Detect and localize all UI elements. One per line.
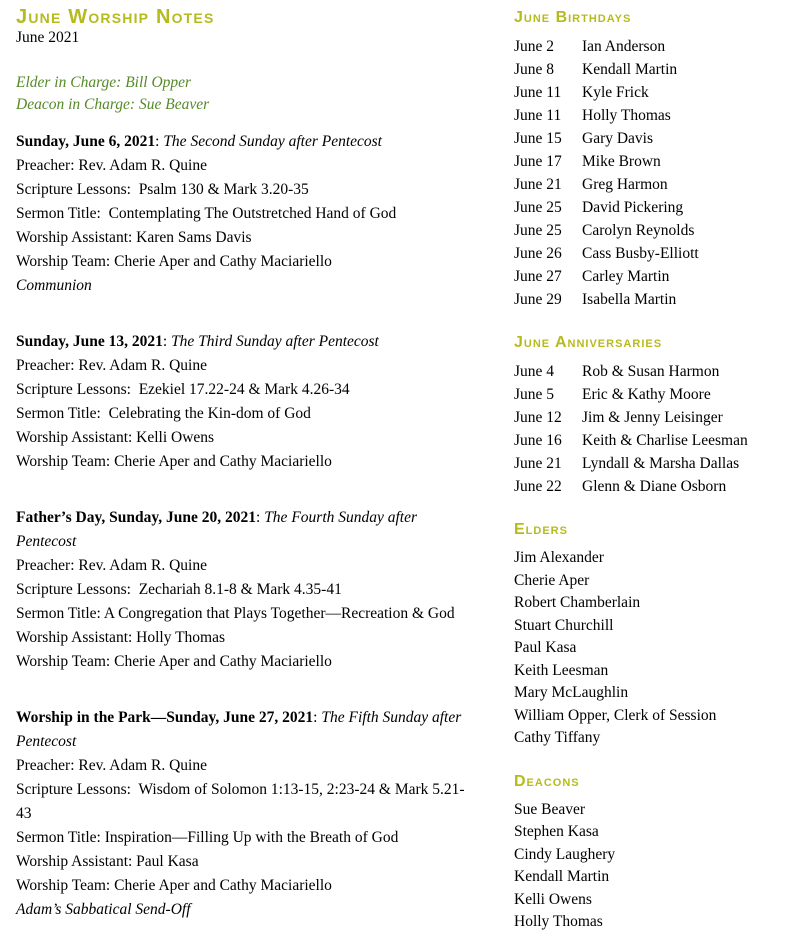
birthday-row <box>514 173 780 196</box>
birthday-name: Carley Martin <box>582 268 670 285</box>
birthday-row <box>514 150 780 173</box>
birthday-date: June 21 <box>514 176 562 193</box>
birthday-row <box>514 127 780 150</box>
birthday-row <box>514 288 780 311</box>
anniversary-name: Eric & Kathy Moore <box>582 386 711 403</box>
service-date: Worship in the Park—Sunday, June 27, 2021 <box>16 709 314 726</box>
birthdays-heading: June Birthdays <box>514 9 632 26</box>
birthday-row <box>514 104 780 127</box>
elder-name: William Opper, Clerk of Session <box>514 706 717 724</box>
anniversary-name: Lyndall & Marsha Dallas <box>582 455 740 472</box>
birthday-row <box>514 265 780 288</box>
service-detail-line: Sermon Title: Celebrating the Kin-dom of God <box>16 405 311 422</box>
birthday-name: Carolyn Reynolds <box>582 222 695 239</box>
birthdays-list <box>514 35 780 311</box>
service-heading <box>16 706 478 754</box>
anniversary-row <box>514 475 780 498</box>
service-entry <box>16 130 478 298</box>
anniversary-row <box>514 383 780 406</box>
anniversary-name: Glenn & Diane Osborn <box>582 478 727 495</box>
anniversary-date: June 21 <box>514 455 562 472</box>
birthday-name: Gary Davis <box>582 130 654 147</box>
service-detail-line: Worship Team: Cherie Aper and Cathy Maciariello <box>16 453 332 470</box>
birthday-row <box>514 196 780 219</box>
anniversary-date: June 12 <box>514 409 562 426</box>
service-detail-line: Preacher: Rev. Adam R. Quine <box>16 757 207 774</box>
elder-name: Stuart Churchill <box>514 616 614 634</box>
service-heading <box>16 130 478 154</box>
birthday-name: Isabella Martin <box>582 291 677 308</box>
service-detail-line: Preacher: Rev. Adam R. Quine <box>16 157 207 174</box>
deacon-name: Kendall Martin <box>514 868 610 885</box>
birthday-row <box>514 219 780 242</box>
anniversaries-heading: June Anniversaries <box>514 334 663 351</box>
rosters-column <box>514 6 780 948</box>
birthday-date: June 29 <box>514 291 562 308</box>
service-date: Sunday, June 13, 2021 <box>16 333 163 350</box>
service-detail-line: Scripture Lessons: Ezekiel 17.22-24 & Mark 4.26-34 <box>16 381 350 398</box>
page-title: June Worship Notes <box>16 6 215 28</box>
service-detail-line: Sermon Title: Inspiration—Filling Up with the Breath of God <box>16 829 399 846</box>
anniversary-row <box>514 406 780 429</box>
birthday-name: Holly Thomas <box>582 107 671 124</box>
service-detail-line: Worship Assistant: Karen Sams Davis <box>16 229 252 246</box>
anniversary-name: Jim & Jenny Leisinger <box>582 409 723 426</box>
elder-name: Cherie Aper <box>514 571 590 589</box>
elder-in-charge-line: Elder in Charge: Bill Opper <box>16 74 192 91</box>
service-detail-line: Worship Assistant: Holly Thomas <box>16 629 226 646</box>
birthday-name: David Pickering <box>582 199 684 216</box>
service-detail-line: Worship Team: Cherie Aper and Cathy Maciariello <box>16 253 332 270</box>
anniversaries-section <box>514 333 780 498</box>
birthday-name: Cass Busby-Elliott <box>582 245 699 262</box>
deacon-name: Sue Beaver <box>514 800 586 818</box>
worship-notes-column <box>16 6 478 948</box>
service-separator: : <box>313 709 322 726</box>
deacon-name: Kelli Owens <box>514 890 592 908</box>
anniversary-date: June 5 <box>514 386 555 403</box>
service-heading <box>16 330 478 354</box>
deacons-list <box>514 799 780 934</box>
birthday-name: Mike Brown <box>582 153 661 170</box>
anniversary-name: Keith & Charlise Leesman <box>582 432 748 449</box>
birthdays-section <box>514 8 780 311</box>
birthday-row <box>514 58 780 81</box>
anniversary-row <box>514 452 780 475</box>
birthday-date: June 17 <box>514 153 562 170</box>
birthday-name: Ian Anderson <box>582 38 666 55</box>
service-entry <box>16 506 478 674</box>
elders-list <box>514 547 780 750</box>
elders-heading: Elders <box>514 521 568 538</box>
elder-name: Keith Leesman <box>514 661 609 679</box>
service-detail-line: Worship Team: Cherie Aper and Cathy Maciariello <box>16 653 332 670</box>
service-detail-line: Worship Assistant: Paul Kasa <box>16 853 199 870</box>
birthday-date: June 25 <box>514 199 562 216</box>
service-detail-line: Worship Team: Cherie Aper and Cathy Maciariello <box>16 877 332 894</box>
elder-name: Paul Kasa <box>514 639 577 656</box>
deacons-section <box>514 772 780 934</box>
service-detail-line: Scripture Lessons: Psalm 130 & Mark 3.20-35 <box>16 181 309 198</box>
elder-name: Jim Alexander <box>514 549 604 566</box>
service-detail-line: Preacher: Rev. Adam R. Quine <box>16 557 207 574</box>
service-title: The Third Sunday after Pentecost <box>171 333 379 350</box>
birthday-row <box>514 242 780 265</box>
birthday-date: June 26 <box>514 245 562 262</box>
birthday-row <box>514 35 780 58</box>
birthday-date: June 8 <box>514 61 555 78</box>
birthday-name: Kyle Frick <box>582 84 649 101</box>
birthday-date: June 15 <box>514 130 562 147</box>
service-title: The Second Sunday after Pentecost <box>163 133 382 150</box>
service-date: Sunday, June 6, 2021 <box>16 133 156 150</box>
issue-date: June 2021 <box>16 29 80 46</box>
birthday-date: June 11 <box>514 84 562 101</box>
birthday-date: June 25 <box>514 222 562 239</box>
service-title: The Fourth Sunday after Pentecost <box>16 509 421 550</box>
service-entry <box>16 330 478 474</box>
anniversary-row <box>514 429 780 452</box>
deacon-name: Cindy Laughery <box>514 845 616 863</box>
birthday-row <box>514 81 780 104</box>
service-separator: : <box>155 133 164 150</box>
service-detail-line: Sermon Title: Contemplating The Outstretched Hand of God <box>16 205 397 222</box>
elder-name: Cathy Tiffany <box>514 729 601 746</box>
service-note: Communion <box>16 277 92 294</box>
service-detail-line: Worship Assistant: Kelli Owens <box>16 429 215 446</box>
service-detail-line: Sermon Title: A Congregation that Plays Together—Recreation & God <box>16 605 455 622</box>
service-entry <box>16 706 478 922</box>
birthday-date: June 27 <box>514 268 562 285</box>
service-separator: : <box>256 509 265 526</box>
service-separator: : <box>162 333 172 350</box>
in-charge-block <box>16 72 478 116</box>
anniversary-row <box>514 360 780 383</box>
service-heading <box>16 506 478 554</box>
anniversaries-list <box>514 360 780 498</box>
deacon-name: Stephen Kasa <box>514 823 599 840</box>
anniversary-date: June 22 <box>514 478 562 495</box>
birthday-date: June 2 <box>514 38 555 55</box>
service-title: The Fifth Sunday after Pentecost <box>16 709 466 750</box>
anniversary-date: June 4 <box>514 363 555 380</box>
elder-name: Mary McLaughlin <box>514 684 629 701</box>
birthday-date: June 11 <box>514 107 562 124</box>
service-detail-line: Scripture Lessons: Zechariah 8.1-8 & Mark 4.35-41 <box>16 581 342 598</box>
deacon-in-charge-line: Deacon in Charge: Sue Beaver <box>16 96 210 113</box>
anniversary-date: June 16 <box>514 432 562 449</box>
anniversary-name: Rob & Susan Harmon <box>582 363 720 380</box>
deacon-name: Holly Thomas <box>514 913 603 930</box>
deacons-heading: Deacons <box>514 772 580 790</box>
service-note: Adam’s Sabbatical Send-Off <box>16 901 191 918</box>
service-date: Father’s Day, Sunday, June 20, 2021 <box>16 509 256 526</box>
elders-section <box>514 520 780 750</box>
birthday-name: Greg Harmon <box>582 176 668 193</box>
birthday-name: Kendall Martin <box>582 61 678 78</box>
elder-name: Robert Chamberlain <box>514 594 641 611</box>
services-list <box>16 130 478 922</box>
service-detail-line: Scripture Lessons: Wisdom of Solomon 1:13-15, 2:23-24 & Mark 5.21-43 <box>16 781 465 822</box>
service-detail-line: Preacher: Rev. Adam R. Quine <box>16 357 207 374</box>
